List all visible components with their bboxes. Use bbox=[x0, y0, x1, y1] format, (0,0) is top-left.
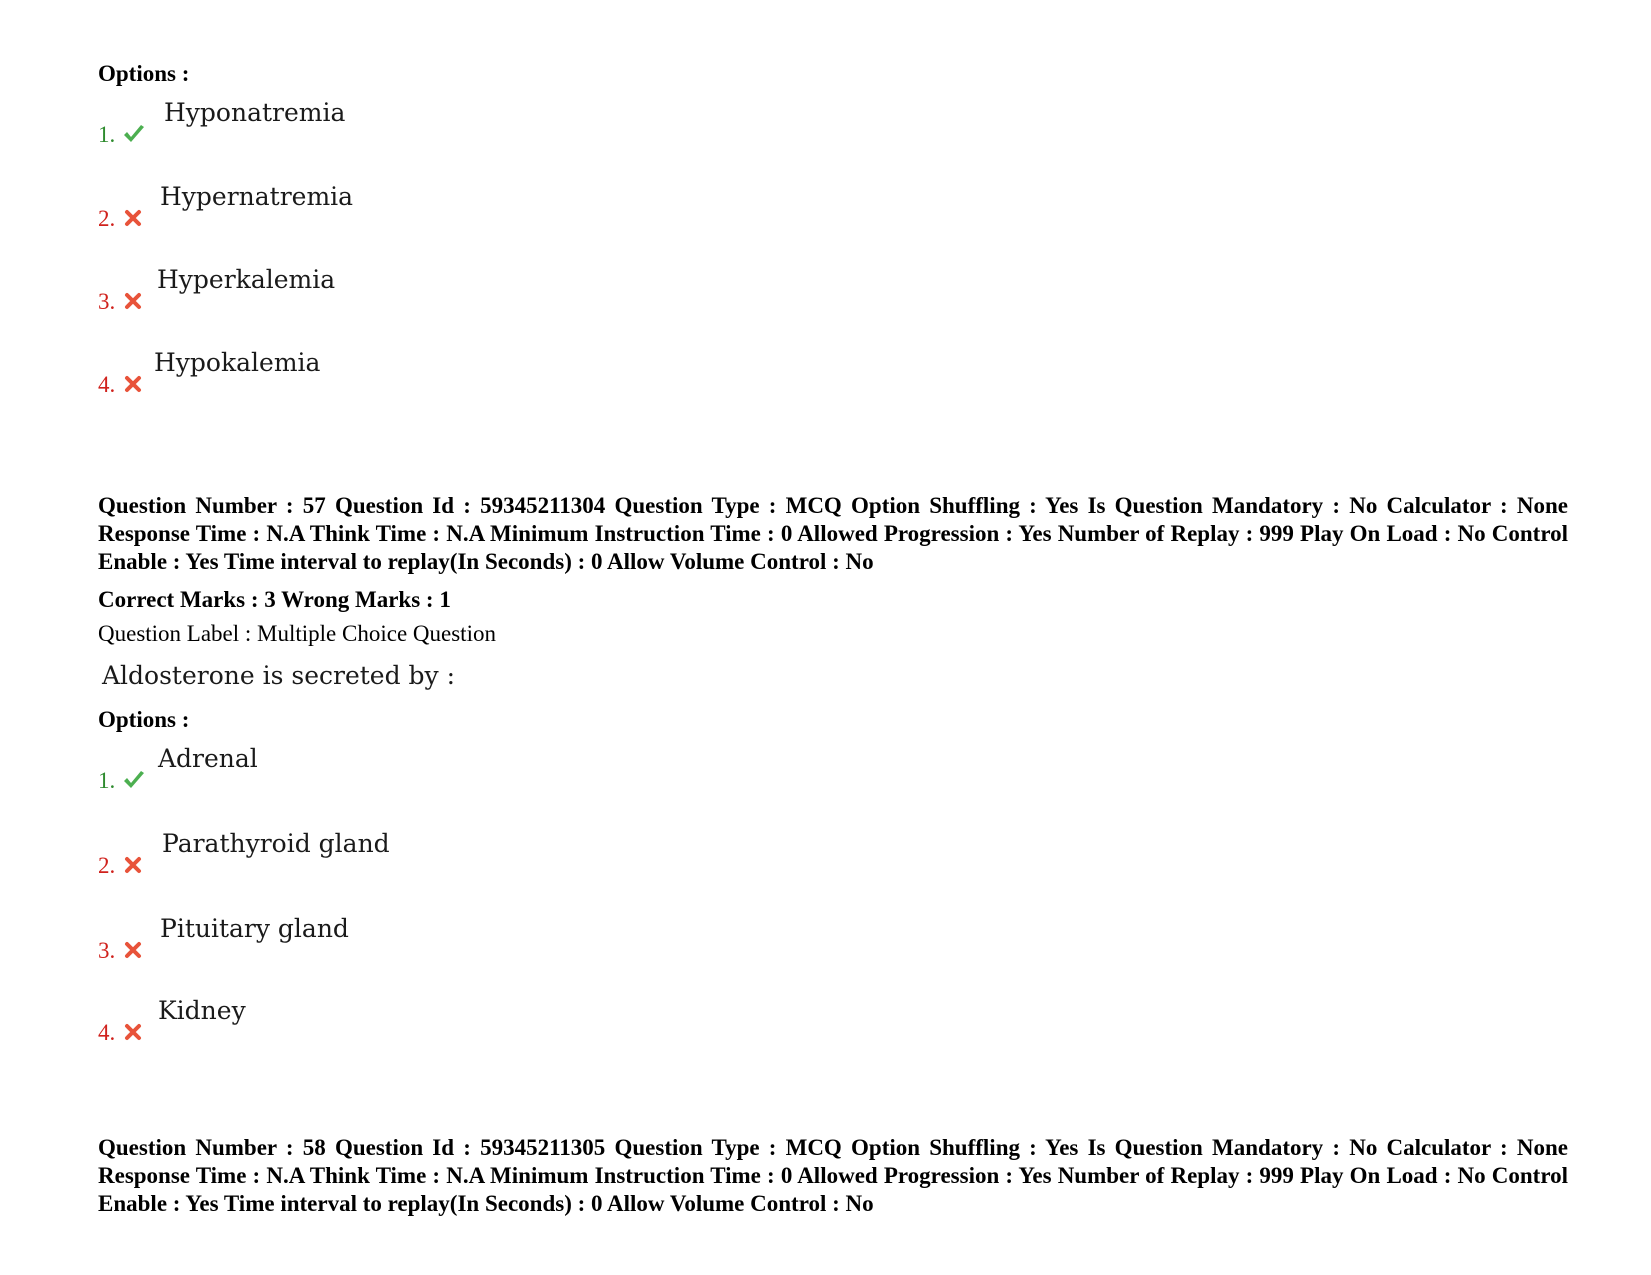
option-4 bbox=[98, 996, 698, 1046]
question-label: Question Label : Multiple Choice Question bbox=[98, 621, 496, 646]
option-1 bbox=[98, 98, 698, 148]
cross-icon bbox=[122, 207, 146, 229]
option-text: Hyponatremia bbox=[164, 98, 346, 127]
option-text: Parathyroid gland bbox=[162, 829, 390, 858]
option-text: Pituitary gland bbox=[160, 914, 349, 943]
option-text: Adrenal bbox=[158, 744, 258, 773]
option-number: 1. bbox=[98, 768, 116, 793]
option-2 bbox=[98, 182, 698, 232]
option-3 bbox=[98, 265, 698, 315]
question-marks: Correct Marks : 3 Wrong Marks : 1 bbox=[98, 587, 451, 612]
options-label: Options : bbox=[98, 707, 190, 732]
option-number: 3. bbox=[98, 938, 116, 963]
cross-icon bbox=[122, 373, 146, 395]
options-label: Options : bbox=[98, 61, 190, 86]
option-text: Hypernatremia bbox=[160, 182, 354, 211]
option-text: Hyperkalemia bbox=[157, 265, 336, 294]
option-number: 3. bbox=[98, 289, 116, 314]
cross-icon bbox=[122, 939, 146, 961]
question-meta: Question Number : 57 Question Id : 59345211304 Question Type : MCQ Option Shuffling : Yes Is Question Mandatory : No Calculator : None Response Time : N.A Think Time : N.A Minimum Instruction Time : 0 Allowed Progression : Yes Number of Replay : 999 Play On Load : No Control Enable : Yes Time interval to replay(In Seconds) : 0 Allow Volume Control : No bbox=[98, 493, 1568, 574]
question-meta: Question Number : 58 Question Id : 59345211305 Question Type : MCQ Option Shuffling : Yes Is Question Mandatory : No Calculator : None Response Time : N.A Think Time : N.A Minimum Instruction Time : 0 Allowed Progression : Yes Number of Replay : 999 Play On Load : No Control Enable : Yes Time interval to replay(In Seconds) : 0 Allow Volume Control : No bbox=[98, 1135, 1568, 1216]
option-4 bbox=[98, 348, 698, 398]
option-3 bbox=[98, 914, 698, 964]
cross-icon bbox=[122, 290, 146, 312]
option-number: 1. bbox=[98, 122, 116, 147]
option-number: 4. bbox=[98, 372, 116, 397]
option-number: 4. bbox=[98, 1020, 116, 1045]
option-number: 2. bbox=[98, 206, 116, 231]
option-text: Kidney bbox=[158, 996, 246, 1025]
cross-icon bbox=[122, 1021, 146, 1043]
option-text: Hypokalemia bbox=[154, 348, 321, 377]
option-1 bbox=[98, 744, 698, 794]
question-text: Aldosterone is secreted by : bbox=[102, 661, 456, 690]
option-2 bbox=[98, 829, 698, 879]
option-number: 2. bbox=[98, 853, 116, 878]
check-icon bbox=[122, 769, 146, 791]
cross-icon bbox=[122, 854, 146, 876]
check-icon bbox=[122, 123, 146, 145]
